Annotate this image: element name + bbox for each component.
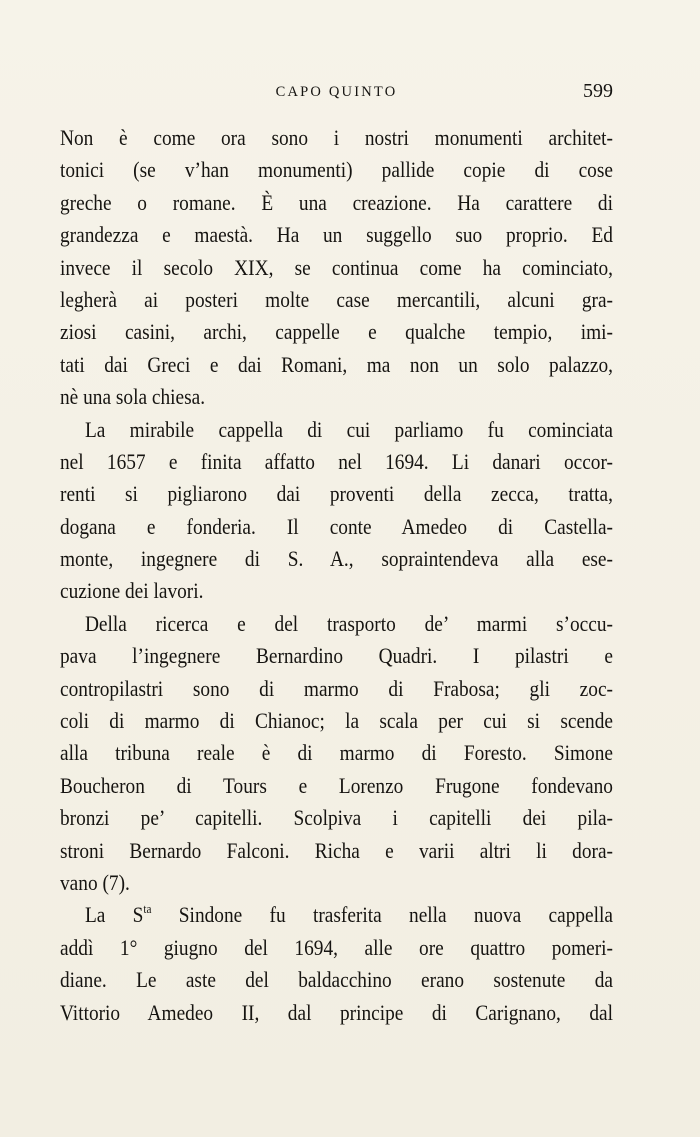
text-line: ziosi casini, archi, cappelle e qualche tempio, imi- xyxy=(60,319,613,345)
text-line: grandezza e maestà. Ha un suggello suo proprio. Ed xyxy=(60,222,613,248)
page-number: 599 xyxy=(583,80,613,102)
text-line: stroni Bernardo Falconi. Richa e varii altri li dora- xyxy=(60,837,613,863)
body-text xyxy=(60,122,613,1029)
text-line: cuzione dei lavori. xyxy=(60,578,204,604)
text-line: bronzi pe’ capitelli. Scolpiva i capitelli dei pila- xyxy=(60,805,613,831)
text-line: monte, ingegnere di S. A., sopraintendeva alla ese- xyxy=(60,546,613,572)
text-line: alla tribuna reale è di marmo di Foresto. Simone xyxy=(60,740,613,766)
running-head: CAPO QUINTO xyxy=(275,84,398,100)
text-line: addì 1° giugno del 1694, alle ore quattro pomeri- xyxy=(60,934,613,960)
text-line: greche o romane. È una creazione. Ha carattere di xyxy=(60,189,613,215)
text-line: invece il secolo XIX, se continua come ha cominciato, xyxy=(60,254,613,280)
line-rest: Sindone fu trasferita nella nuova cappella xyxy=(178,902,613,928)
line-prefix: La S xyxy=(84,902,144,928)
text-line: legherà ai posteri molte case mercantili, alcuni gra- xyxy=(60,286,613,312)
text-line: Vittorio Amedeo II, dal principe di Carignano, dal xyxy=(60,999,613,1025)
text-line: renti si pigliarono dai proventi della zecca, tratta, xyxy=(60,481,613,507)
text-line: contropilastri sono di marmo di Frabosa; gli zoc- xyxy=(60,675,613,701)
text-line: diane. Le aste del baldacchino erano sostenute da xyxy=(60,967,613,993)
text-line: Boucheron di Tours e Lorenzo Frugone fondevano xyxy=(60,772,613,798)
text-line: vano (7). xyxy=(60,869,130,895)
text-line: Non è come ora sono i nostri monumenti architet- xyxy=(60,125,613,150)
text-line: nel 1657 e finita affatto nel 1694. Li danari occor- xyxy=(60,448,613,474)
text-line: La mirabile cappella di cui parliamo fu cominciata xyxy=(84,416,613,442)
text-line: Della ricerca e del trasporto de’ marmi s’occu- xyxy=(84,610,613,636)
text-line: tati dai Greci e dai Romani, ma non un solo palazzo, xyxy=(60,351,613,377)
text-line: coli di marmo di Chianoc; la scala per cui si scende xyxy=(60,708,613,734)
text-line: tonici (se v’han monumenti) pallide copie di cose xyxy=(60,157,613,183)
page-header xyxy=(60,80,613,112)
text-line: nè una sola chiesa. xyxy=(60,384,206,410)
text-line: pava l’ingegnere Bernardino Quadri. I pilastri e xyxy=(60,643,613,669)
superscript: ta xyxy=(143,901,152,917)
text-line: dogana e fonderia. Il conte Amedeo di Castella- xyxy=(60,513,613,539)
text-line xyxy=(60,899,613,931)
